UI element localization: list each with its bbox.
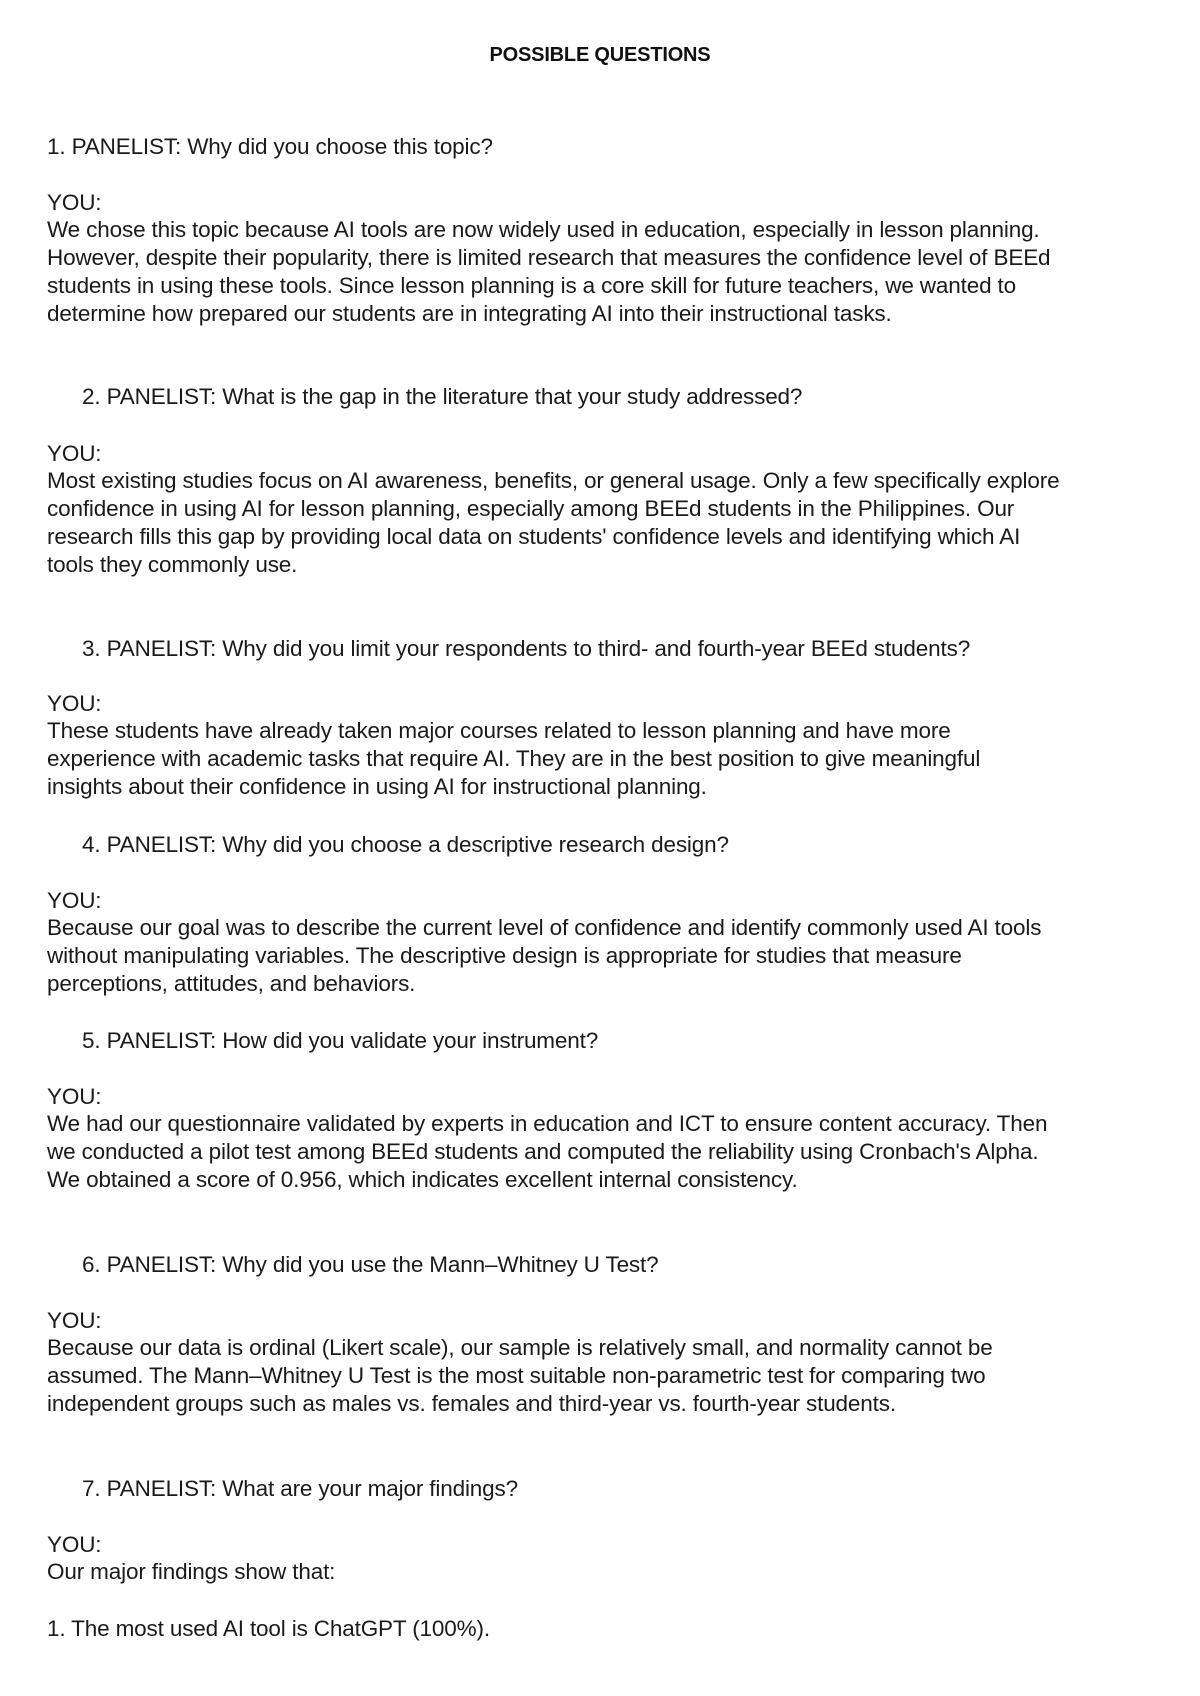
speaker-label-7: YOU:: [47, 1532, 102, 1557]
answer-line: research fills this gap by providing local data on students' confidence levels and identifying which AI: [47, 524, 1021, 549]
answer-line: Our major findings show that:: [47, 1559, 336, 1584]
answer-line: Most existing studies focus on AI awareness, benefits, or general usage. Only a few specifically explore: [47, 468, 1060, 493]
answer-3: [47, 717, 1167, 801]
answer-1: [47, 216, 1167, 328]
page-title: POSSIBLE QUESTIONS: [489, 44, 711, 66]
question-1: 1. PANELIST: Why did you choose this topic?: [47, 134, 493, 159]
answer-line: We obtained a score of 0.956, which indicates excellent internal consistency.: [47, 1167, 798, 1192]
answer-line: Because our goal was to describe the current level of confidence and identify commonly used AI tools: [47, 915, 1042, 940]
answer-line: experience with academic tasks that require AI. They are in the best position to give meaningful: [47, 746, 981, 771]
finding-1: 1. The most used AI tool is ChatGPT (100%).: [47, 1616, 490, 1641]
answer-line: We chose this topic because AI tools are now widely used in education, especially in lesson planning.: [47, 217, 1040, 242]
question-3: 3. PANELIST: Why did you limit your respondents to third- and fourth-year BEEd students?: [82, 636, 971, 661]
question-2: 2. PANELIST: What is the gap in the literature that your study addressed?: [82, 384, 803, 409]
question-5: 5. PANELIST: How did you validate your instrument?: [82, 1028, 599, 1053]
speaker-label-2: YOU:: [47, 441, 102, 466]
speaker-label-1: YOU:: [47, 190, 102, 215]
answer-line: perceptions, attitudes, and behaviors.: [47, 971, 416, 996]
answer-line: However, despite their popularity, there is limited research that measures the confidence level of BEEd: [47, 245, 1051, 270]
speaker-label-6: YOU:: [47, 1308, 102, 1333]
answer-line: students in using these tools. Since lesson planning is a core skill for future teachers, we wanted to: [47, 273, 1016, 298]
answer-line: confidence in using AI for lesson planning, especially among BEEd students in the Philippines. Our: [47, 496, 1015, 521]
answer-line: without manipulating variables. The descriptive design is appropriate for studies that measure: [47, 943, 962, 968]
answer-line: assumed. The Mann–Whitney U Test is the most suitable non-parametric test for comparing two: [47, 1363, 986, 1388]
answer-line: insights about their confidence in using AI for instructional planning.: [47, 774, 707, 799]
answer-line: we conducted a pilot test among BEEd students and computed the reliability using Cronbach's Alpha.: [47, 1139, 1039, 1164]
answer-2: [47, 467, 1167, 579]
answer-4: [47, 914, 1167, 998]
answer-line: tools they commonly use.: [47, 552, 298, 577]
answer-line: These students have already taken major courses related to lesson planning and have more: [47, 718, 951, 743]
answer-6: [47, 1334, 1167, 1418]
answer-line: We had our questionnaire validated by experts in education and ICT to ensure content accuracy. Then: [47, 1111, 1048, 1136]
speaker-label-5: YOU:: [47, 1084, 102, 1109]
question-4: 4. PANELIST: Why did you choose a descriptive research design?: [82, 832, 729, 857]
question-6: 6. PANELIST: Why did you use the Mann–Whitney U Test?: [82, 1252, 659, 1277]
answer-line: Because our data is ordinal (Likert scale), our sample is relatively small, and normality cannot be: [47, 1335, 993, 1360]
speaker-label-3: YOU:: [47, 691, 102, 716]
answer-5: [47, 1110, 1167, 1194]
speaker-label-4: YOU:: [47, 888, 102, 913]
question-7: 7. PANELIST: What are your major findings?: [82, 1476, 518, 1501]
answer-line: independent groups such as males vs. females and third-year vs. fourth-year students.: [47, 1391, 896, 1416]
answer-7: [47, 1558, 1167, 1586]
answer-line: determine how prepared our students are in integrating AI into their instructional tasks.: [47, 301, 892, 326]
